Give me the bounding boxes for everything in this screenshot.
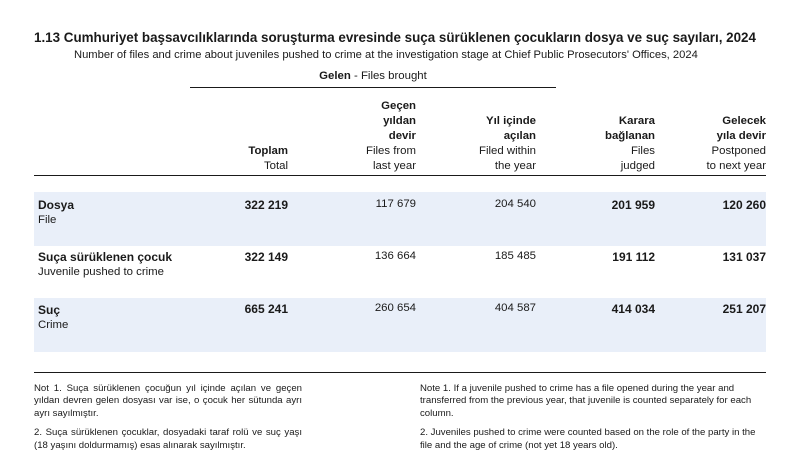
column-header-en-line: Files from: [366, 145, 416, 157]
column-header-tr-line: Geçen: [381, 100, 416, 112]
column-header-en-line: Files: [630, 145, 655, 157]
column-header-filed-within-year: [430, 94, 536, 174]
column-header-files-judged: [560, 94, 655, 174]
column-header-en-line: to next year: [706, 160, 766, 172]
row-label-en: Crime: [38, 319, 69, 331]
cell-crime-filed-within-year: 404 587: [494, 302, 536, 314]
row-label-crime: [38, 303, 68, 333]
cell-juvenile-filed-within-year: 185 485: [494, 250, 536, 262]
cell-file-filed-within-year: 204 540: [494, 198, 536, 210]
table-subtitle: Number of files and crime about juveniles pushed to crime at the investigation stage at Chief Public Prosecutors' Offices, 2024: [74, 49, 698, 61]
cell-file-total: 322 219: [244, 198, 288, 212]
column-header-en-line: Postponed: [711, 145, 766, 157]
row-label-tr: Suça sürüklenen çocuk: [38, 250, 173, 264]
column-header-tr-line: Karara: [618, 115, 655, 127]
column-header-tr-line: bağlanan: [604, 130, 655, 142]
cell-crime-total: 665 241: [244, 302, 288, 316]
column-header-files-from-last-year: [310, 94, 416, 174]
row-label-tr: Suç: [38, 303, 61, 317]
row-label-file: [38, 198, 74, 228]
cell-file-judged: 201 959: [611, 198, 655, 212]
note-en-2: 2. Juveniles pushed to crime were counted based on the role of the party in the file and the age of crime (not yet 18 years old).: [420, 427, 756, 451]
column-header-tr-line: yıla devir: [716, 130, 766, 142]
row-label-en: Juvenile pushed to crime: [38, 266, 164, 278]
column-header-en-line: Total: [263, 160, 288, 172]
note-en-1: Note 1. If a juvenile pushed to crime has a file opened during the year and transferred from the previous year, that juvenile is counted separately for each column.: [420, 383, 752, 419]
table-title: 1.13 Cumhuriyet başsavcılıklarında soruşturma evresinde suça sürüklenen çocukların dosya ve suç sayıları, 2024: [34, 30, 756, 45]
cell-juvenile-judged: 191 112: [612, 250, 655, 264]
column-header-total: [190, 94, 288, 174]
group-header-rule: [190, 87, 556, 88]
cell-juvenile-postponed: 131 037: [722, 250, 766, 264]
column-header-tr-line: Toplam: [248, 145, 288, 157]
column-header-en-line: the year: [494, 160, 536, 172]
row-label-tr: Dosya: [38, 198, 75, 212]
cell-crime-judged: 414 034: [611, 302, 655, 316]
table-bottom-rule: [34, 372, 766, 373]
column-header-postponed: [660, 94, 766, 174]
row-label-juvenile: [38, 250, 172, 280]
column-header-tr-line: Gelecek: [722, 115, 766, 127]
column-header-tr-line: devir: [388, 130, 416, 142]
note-tr-2: 2. Suça sürüklenen çocuklar, dosyadaki taraf rolü ve suç yaşı (18 yaşını doldurmamış) esas alınarak sayılmıştır.: [34, 427, 302, 451]
group-header-en: - Files brought: [350, 70, 427, 82]
group-header-tr: Gelen: [319, 70, 351, 82]
header-rule: [34, 175, 766, 176]
row-label-en: File: [38, 214, 57, 226]
cell-file-from-last-year: 117 679: [375, 198, 416, 210]
column-header-en-line: last year: [372, 160, 416, 172]
cell-crime-postponed: 251 207: [722, 302, 766, 316]
cell-crime-from-last-year: 260 654: [374, 302, 416, 314]
column-header-tr-line: yıldan: [383, 115, 416, 127]
column-header-en-line: Filed within: [479, 145, 536, 157]
column-header-tr-line: Yıl içinde: [485, 115, 536, 127]
cell-juvenile-total: 322 149: [244, 250, 288, 264]
column-header-tr-line: açılan: [503, 130, 536, 142]
group-header-gelen: [190, 70, 556, 82]
note-tr-1: Not 1. Suça sürüklenen çocuğun yıl içinde açılan ve geçen yıldan devren gelen dosyası var ise, o çocuk her sütunda ayrı ayrı sayılmıştır.: [34, 383, 302, 419]
notes-turkish: [34, 383, 302, 459]
cell-file-postponed: 120 260: [722, 198, 766, 212]
cell-juvenile-from-last-year: 136 664: [374, 250, 416, 262]
notes-english: [420, 383, 766, 459]
column-header-en-line: judged: [620, 160, 655, 172]
